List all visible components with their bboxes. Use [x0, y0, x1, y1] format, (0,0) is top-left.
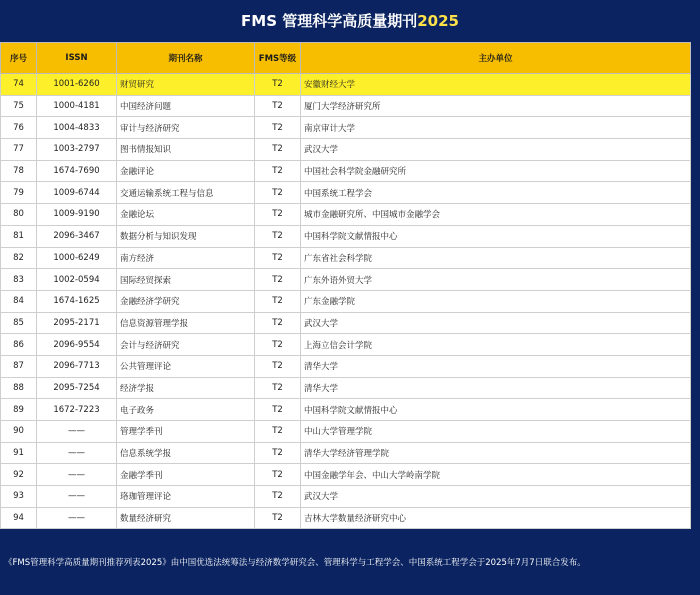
cell-fms-level: T2 [255, 334, 301, 356]
cell-journal: 管理学季刊 [117, 421, 255, 443]
journal-table [0, 42, 691, 529]
cell-sponsor: 武汉大学 [301, 486, 691, 508]
cell-issn: 1002-0594 [37, 269, 117, 291]
cell-issn: —— [37, 442, 117, 464]
cell-sponsor: 武汉大学 [301, 139, 691, 161]
cell-journal: 会计与经济研究 [117, 334, 255, 356]
table-row [1, 204, 691, 226]
cell-journal: 信息系统学报 [117, 442, 255, 464]
cell-fms-level: T2 [255, 74, 301, 96]
cell-fms-level: T2 [255, 486, 301, 508]
cell-index: 77 [1, 139, 37, 161]
cell-index: 87 [1, 355, 37, 377]
table-body [1, 74, 691, 529]
cell-sponsor: 中山大学管理学院 [301, 421, 691, 443]
cell-index: 86 [1, 334, 37, 356]
cell-sponsor: 中国科学院文献情报中心 [301, 225, 691, 247]
table-row [1, 247, 691, 269]
cell-index: 90 [1, 421, 37, 443]
cell-journal: 南方经济 [117, 247, 255, 269]
cell-issn: 2095-2171 [37, 312, 117, 334]
cell-sponsor: 中国科学院文献情报中心 [301, 399, 691, 421]
table-row [1, 269, 691, 291]
cell-sponsor: 厦门大学经济研究所 [301, 95, 691, 117]
cell-journal: 财贸研究 [117, 74, 255, 96]
table-row [1, 355, 691, 377]
cell-issn: 1000-4181 [37, 95, 117, 117]
cell-sponsor: 广东省社会科学院 [301, 247, 691, 269]
column-header-fms-level: FMS等级 [255, 43, 301, 74]
cell-sponsor: 中国金融学年会、中山大学岭南学院 [301, 464, 691, 486]
cell-issn: —— [37, 486, 117, 508]
table-row [1, 377, 691, 399]
cell-fms-level: T2 [255, 290, 301, 312]
table-row [1, 182, 691, 204]
table-header-row [1, 43, 691, 74]
cell-issn: 1001-6260 [37, 74, 117, 96]
cell-fms-level: T2 [255, 399, 301, 421]
cell-fms-level: T2 [255, 204, 301, 226]
table-row [1, 399, 691, 421]
cell-issn: 2096-3467 [37, 225, 117, 247]
cell-sponsor: 安徽财经大学 [301, 74, 691, 96]
cell-sponsor: 清华大学经济管理学院 [301, 442, 691, 464]
cell-sponsor: 吉林大学数量经济研究中心 [301, 507, 691, 529]
cell-journal: 中国经济问题 [117, 95, 255, 117]
cell-issn: 2096-9554 [37, 334, 117, 356]
cell-issn: 1674-1625 [37, 290, 117, 312]
cell-fms-level: T2 [255, 507, 301, 529]
cell-sponsor: 清华大学 [301, 355, 691, 377]
cell-index: 89 [1, 399, 37, 421]
cell-fms-level: T2 [255, 464, 301, 486]
cell-journal: 交通运输系统工程与信息 [117, 182, 255, 204]
table-row [1, 334, 691, 356]
cell-fms-level: T2 [255, 160, 301, 182]
footer-note: 《FMS管理科学高质量期刊推荐列表2025》由中国优选法统筹法与经济数学研究会、管理科学与工程学会、中国系统工程学会于2025年7月7日联合发布。 [4, 558, 586, 568]
table-row [1, 507, 691, 529]
table-row [1, 442, 691, 464]
cell-fms-level: T2 [255, 225, 301, 247]
cell-issn: 1004-4833 [37, 117, 117, 139]
page-title [0, 0, 700, 42]
cell-index: 82 [1, 247, 37, 269]
cell-journal: 国际经贸探索 [117, 269, 255, 291]
cell-index: 84 [1, 290, 37, 312]
cell-issn: 1003-2797 [37, 139, 117, 161]
cell-sponsor: 广东金融学院 [301, 290, 691, 312]
cell-sponsor: 城市金融研究所、中国城市金融学会 [301, 204, 691, 226]
cell-journal: 信息资源管理学报 [117, 312, 255, 334]
cell-journal: 金融评论 [117, 160, 255, 182]
cell-fms-level: T2 [255, 139, 301, 161]
table-row [1, 421, 691, 443]
cell-journal: 金融经济学研究 [117, 290, 255, 312]
cell-issn: 1674-7690 [37, 160, 117, 182]
cell-issn: 2096-7713 [37, 355, 117, 377]
cell-index: 92 [1, 464, 37, 486]
cell-index: 93 [1, 486, 37, 508]
cell-index: 74 [1, 74, 37, 96]
table-row [1, 225, 691, 247]
cell-sponsor: 南京审计大学 [301, 117, 691, 139]
cell-issn: —— [37, 421, 117, 443]
cell-issn: —— [37, 507, 117, 529]
cell-issn: 1009-9190 [37, 204, 117, 226]
cell-sponsor: 上海立信会计学院 [301, 334, 691, 356]
table-row [1, 312, 691, 334]
table-row [1, 74, 691, 96]
cell-journal: 电子政务 [117, 399, 255, 421]
cell-journal: 审计与经济研究 [117, 117, 255, 139]
cell-index: 91 [1, 442, 37, 464]
cell-issn: 2095-7254 [37, 377, 117, 399]
table-row [1, 290, 691, 312]
cell-journal: 金融论坛 [117, 204, 255, 226]
column-header-issn: ISSN [37, 43, 117, 74]
cell-journal: 图书情报知识 [117, 139, 255, 161]
table-row [1, 160, 691, 182]
cell-index: 79 [1, 182, 37, 204]
cell-fms-level: T2 [255, 312, 301, 334]
cell-journal: 公共管理评论 [117, 355, 255, 377]
table-row [1, 139, 691, 161]
cell-fms-level: T2 [255, 95, 301, 117]
cell-index: 76 [1, 117, 37, 139]
cell-issn: —— [37, 464, 117, 486]
title-prefix: FMS 管理科学高质量期刊 [241, 12, 418, 30]
title-year: 2025 [417, 12, 459, 30]
cell-sponsor: 广东外语外贸大学 [301, 269, 691, 291]
cell-issn: 1000-6249 [37, 247, 117, 269]
cell-issn: 1672-7223 [37, 399, 117, 421]
cell-index: 88 [1, 377, 37, 399]
column-header-journal: 期刊名称 [117, 43, 255, 74]
cell-journal: 数据分析与知识发现 [117, 225, 255, 247]
table-row [1, 117, 691, 139]
cell-sponsor: 中国系统工程学会 [301, 182, 691, 204]
cell-sponsor: 清华大学 [301, 377, 691, 399]
cell-index: 94 [1, 507, 37, 529]
table-row [1, 486, 691, 508]
cell-index: 78 [1, 160, 37, 182]
cell-journal: 经济学报 [117, 377, 255, 399]
cell-journal: 金融学季刊 [117, 464, 255, 486]
cell-index: 80 [1, 204, 37, 226]
column-header-sponsor: 主办单位 [301, 43, 691, 74]
cell-fms-level: T2 [255, 182, 301, 204]
cell-fms-level: T2 [255, 377, 301, 399]
table-row [1, 464, 691, 486]
cell-index: 75 [1, 95, 37, 117]
cell-fms-level: T2 [255, 355, 301, 377]
cell-sponsor: 中国社会科学院金融研究所 [301, 160, 691, 182]
cell-fms-level: T2 [255, 247, 301, 269]
cell-fms-level: T2 [255, 442, 301, 464]
cell-index: 81 [1, 225, 37, 247]
cell-journal: 数量经济研究 [117, 507, 255, 529]
column-header-index: 序号 [1, 43, 37, 74]
table-row [1, 95, 691, 117]
cell-index: 83 [1, 269, 37, 291]
cell-issn: 1009-6744 [37, 182, 117, 204]
cell-index: 85 [1, 312, 37, 334]
cell-fms-level: T2 [255, 269, 301, 291]
cell-fms-level: T2 [255, 117, 301, 139]
cell-fms-level: T2 [255, 421, 301, 443]
cell-journal: 珞珈管理评论 [117, 486, 255, 508]
cell-sponsor: 武汉大学 [301, 312, 691, 334]
